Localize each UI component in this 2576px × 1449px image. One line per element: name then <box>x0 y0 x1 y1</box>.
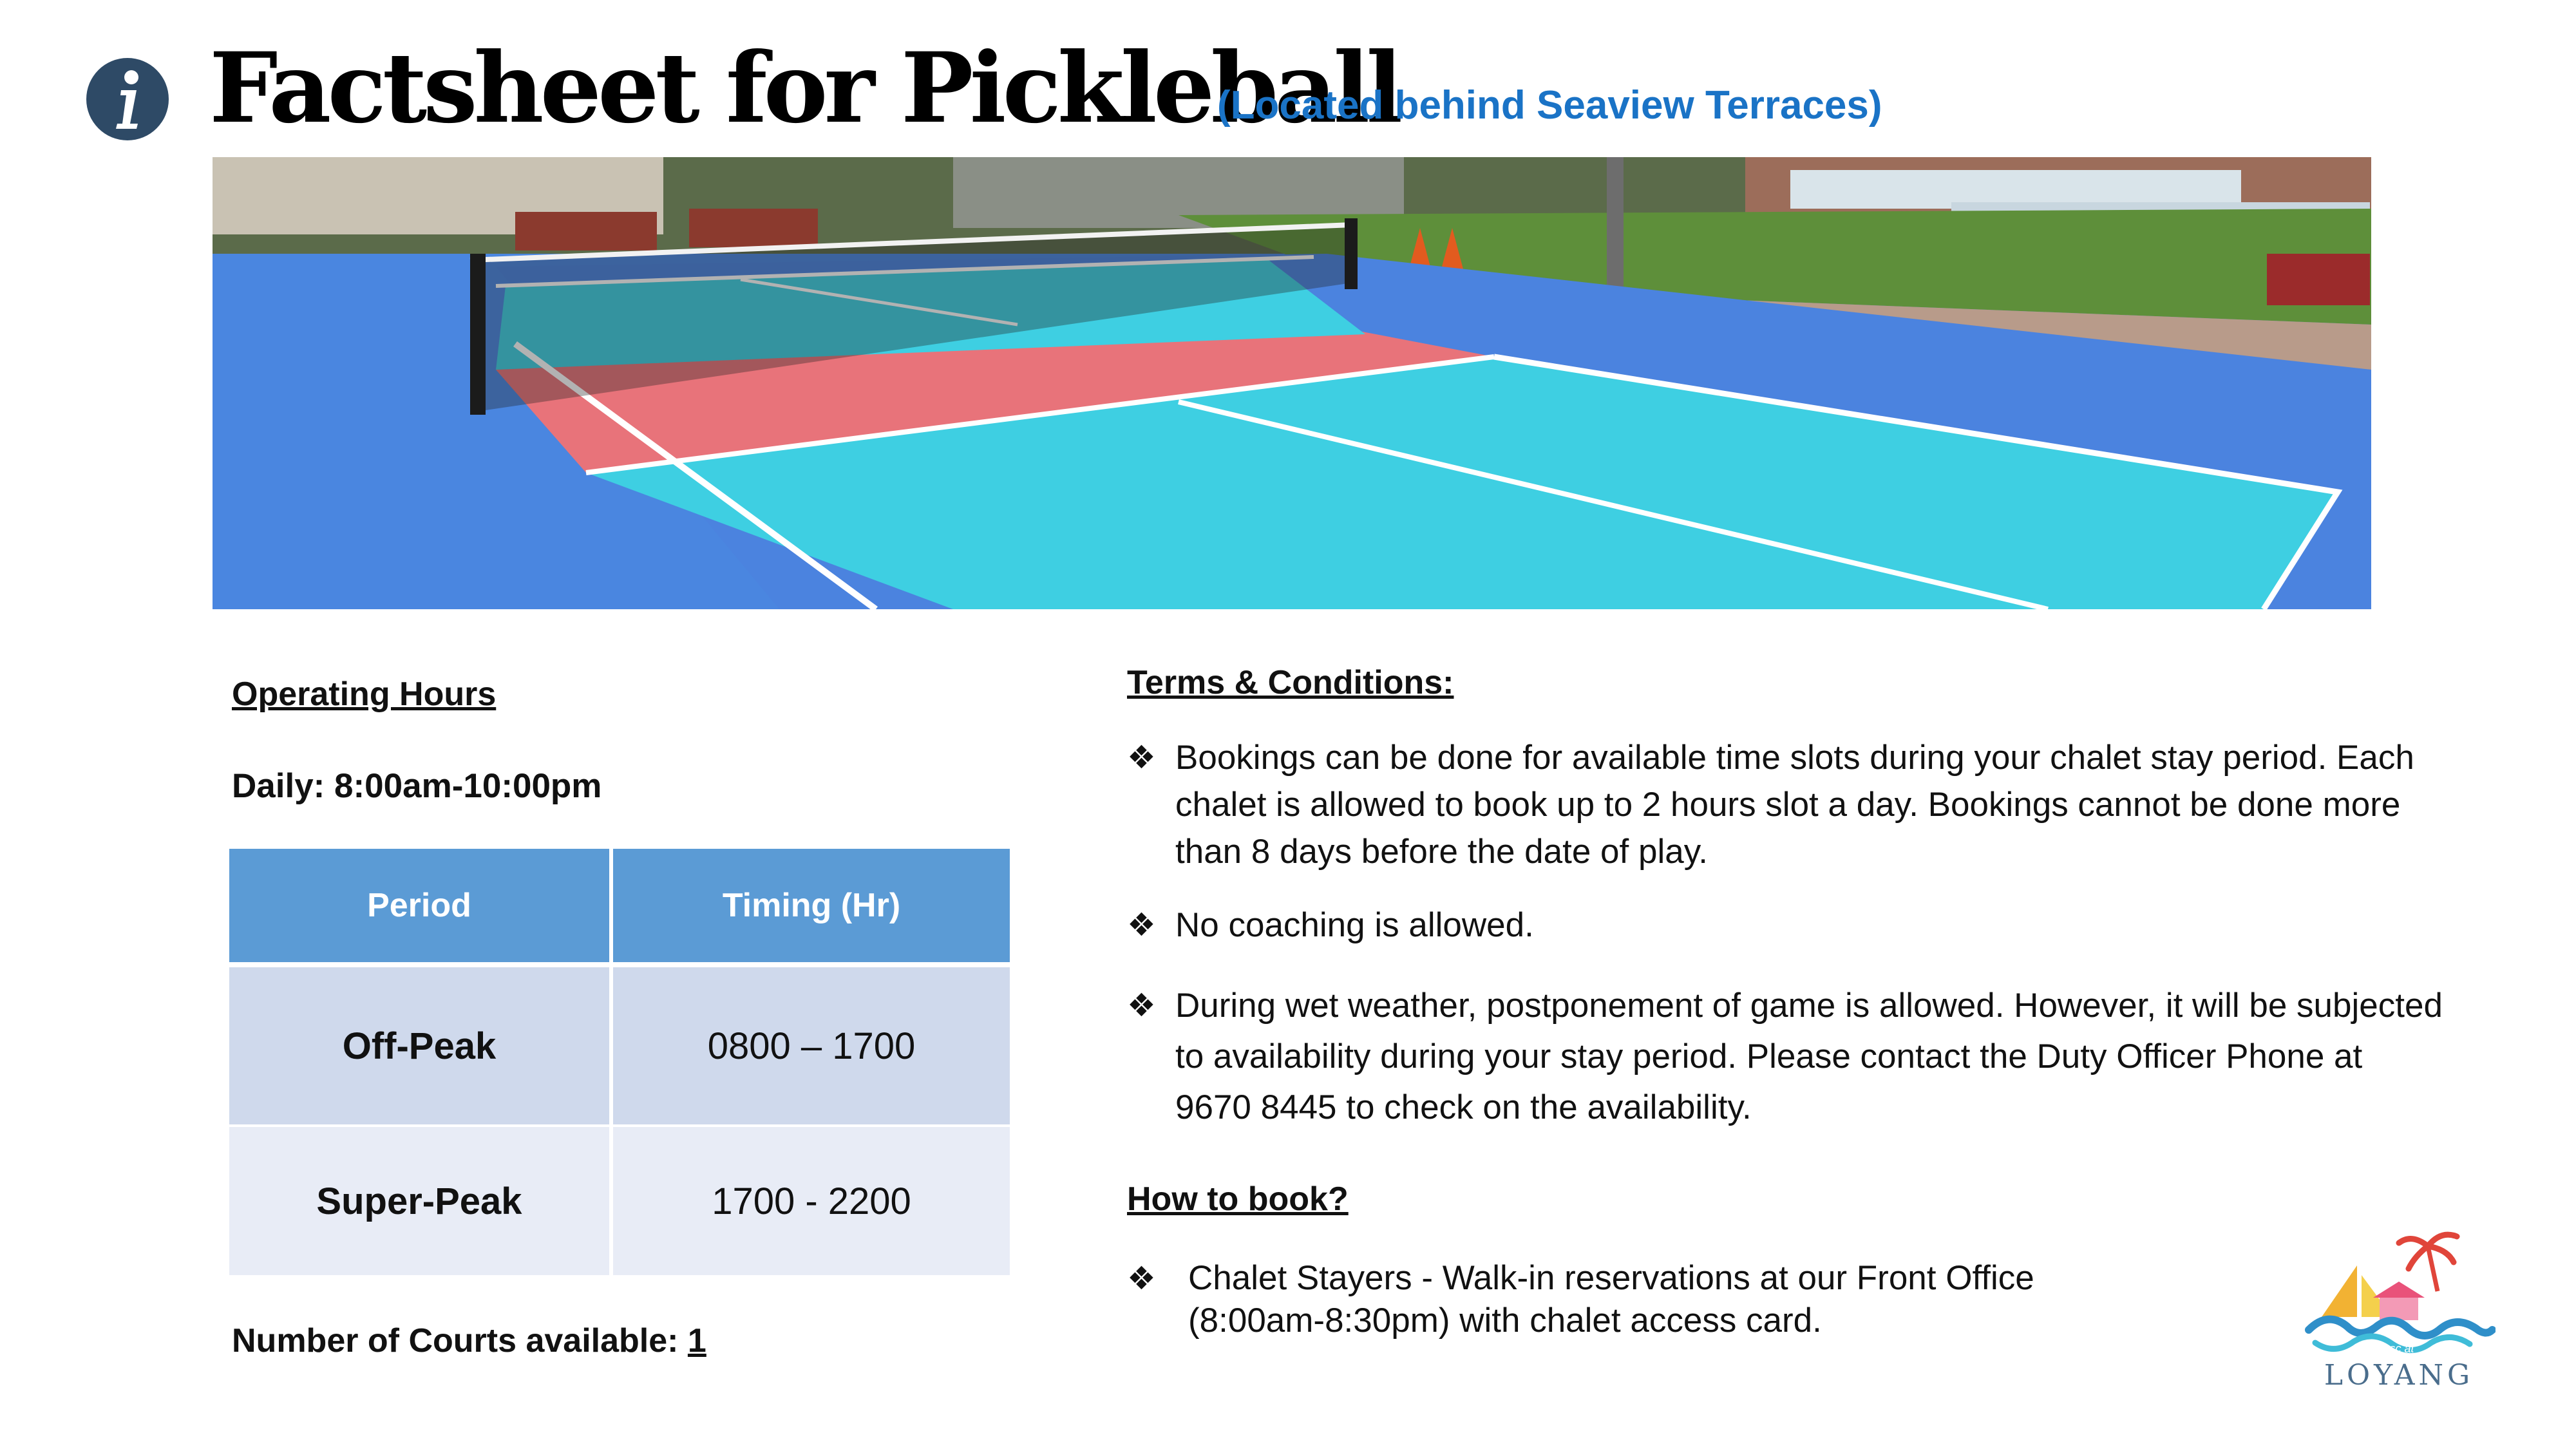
courts-available <box>232 1321 706 1360</box>
how-to-book-text: Chalet Stayers - Walk-in reservations at our Front Office (8:00am-8:30pm) with chalet access card. <box>1188 1259 2034 1340</box>
column-header-timing: Timing (Hr) <box>609 849 1010 967</box>
how-to-book-heading: How to book? <box>1127 1180 1349 1218</box>
table-header-row <box>229 849 1010 967</box>
terms-item-text: During wet weather, postponement of game is allowed. However, it will be subjected to availability during your stay period. Please contact the Duty Officer Phone at 9670 8445 to check on the availability. <box>1175 987 2443 1126</box>
operating-hours-heading: Operating Hours <box>232 676 497 713</box>
how-to-book-item <box>1127 1257 2093 1342</box>
period-cell: Super-Peak <box>229 1127 609 1275</box>
table-row <box>229 967 1010 1127</box>
info-icon <box>85 57 170 142</box>
pickleball-court-photo <box>213 157 2371 609</box>
timing-cell: 1700 - 2200 <box>609 1127 1010 1275</box>
table-row <box>229 1127 1010 1275</box>
terms-list-item <box>1127 734 2447 875</box>
daily-hours-text: Daily: 8:00am-10:00pm <box>232 767 602 805</box>
terms-item-text: No coaching is allowed. <box>1175 906 1534 944</box>
page-title: Factsheet for Pickleball <box>209 32 1399 145</box>
timing-cell: 0800 – 1700 <box>609 967 1010 1127</box>
terms-item-text: Bookings can be done for available time slots during your chalet stay period. Each chalet is allowed to book up to 2 hours slot a day. Bookings cannot be done more than 8 days before the date of play. <box>1175 739 2414 871</box>
location-subtitle: (Located behind Seaview Terraces) <box>1217 83 1882 128</box>
terms-list-item <box>1127 980 2447 1133</box>
diamond-bullet-icon: ❖ <box>1127 739 1156 776</box>
operating-hours-table <box>229 849 1010 1275</box>
courts-label: Number of Courts available: <box>232 1322 688 1359</box>
column-header-period: Period <box>229 849 609 967</box>
terms-list-item <box>1127 902 2447 949</box>
csc-loyang-logo <box>2302 1220 2496 1394</box>
logo-wordmark: LOYANG <box>2324 1359 2474 1392</box>
courts-count: 1 <box>687 1322 706 1359</box>
logo-small-text: csc at <box>2383 1342 2414 1355</box>
diamond-bullet-icon: ❖ <box>1127 906 1156 943</box>
period-cell: Off-Peak <box>229 967 609 1127</box>
diamond-bullet-icon: ❖ <box>1127 987 1156 1024</box>
diamond-bullet-icon: ❖ <box>1127 1260 1156 1297</box>
terms-heading: Terms & Conditions: <box>1127 664 1454 701</box>
